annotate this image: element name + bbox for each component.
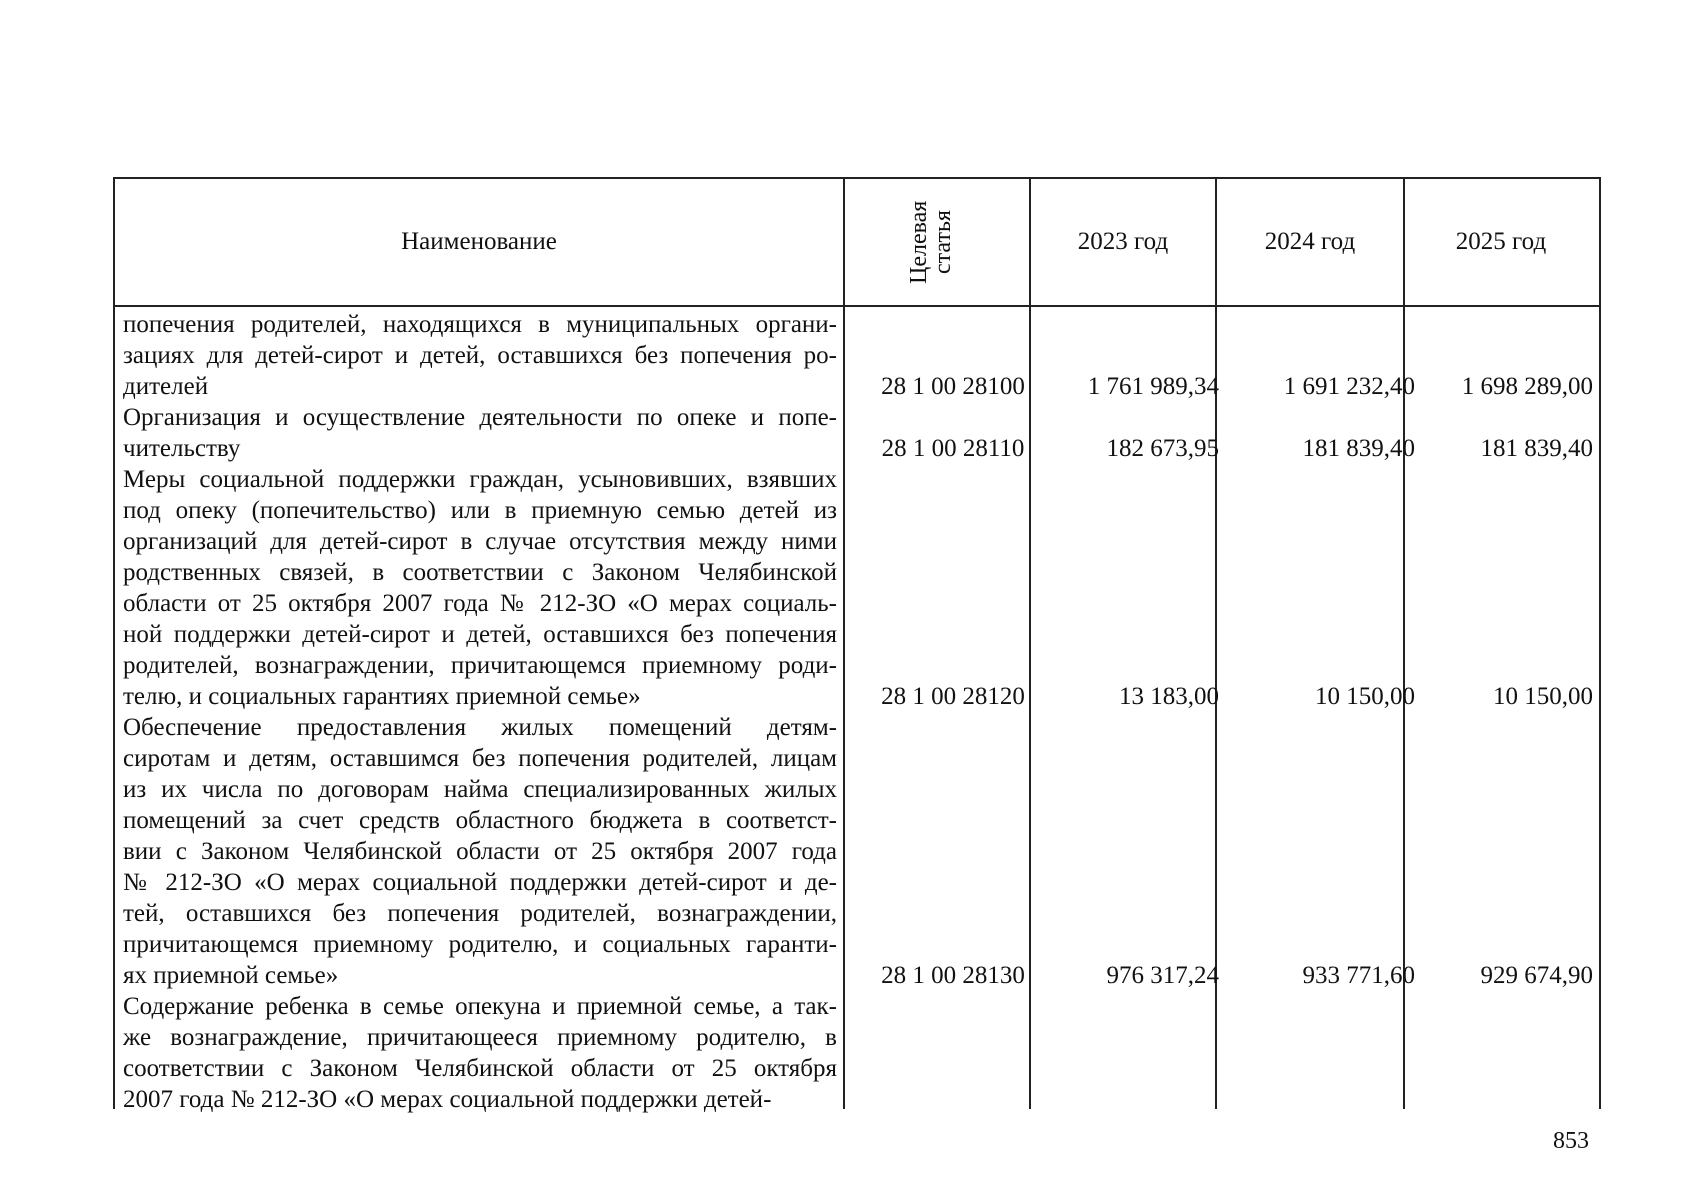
row-name-line: 2007 года № 212-ЗО «О мерах социальной поддержки детей-	[123, 1086, 772, 1113]
row-name-line: тей, оставшихся без попечения родителей, вознаграждении,	[123, 900, 837, 927]
row-value-2025: 10 150,00	[1493, 683, 1593, 710]
row-code: 28 1 00 28120	[881, 683, 1025, 710]
table-row	[115, 309, 1599, 402]
table-row	[115, 712, 1599, 991]
row-value-2024: 1 691 232,40	[1283, 373, 1415, 400]
row-name-line: под опеку (попечительство) или в приемную семью детей из	[123, 497, 837, 524]
row-value-2025: 929 674,90	[1480, 962, 1593, 989]
row-name-line: ях приемной семье»	[123, 962, 339, 989]
header-2025: 2025 год	[1455, 228, 1547, 255]
row-value-2025: 1 698 289,00	[1461, 373, 1593, 400]
row-code: 28 1 00 28100	[881, 373, 1025, 400]
row-value-2024: 10 150,00	[1315, 683, 1415, 710]
row-name-line: Содержание ребенка в семье опекуна и приемной семье, а так-	[123, 993, 837, 1020]
row-name-line: № 212-ЗО «О мерах социальной поддержки детей-сирот и де-	[123, 869, 837, 896]
row-name-line: помещений за счет средств областного бюджета в соответст-	[123, 807, 837, 834]
row-name-line: попечения родителей, находящихся в муниципальных органи-	[123, 311, 837, 338]
row-name-line: Меры социальной поддержки граждан, усыновивших, взявших	[123, 466, 837, 493]
row-name-line: родителей, вознаграждении, причитающемся приемному роди-	[123, 652, 837, 679]
row-name	[123, 464, 837, 712]
row-name-line: организаций для детей-сирот в случае отсутствия между ними	[123, 528, 837, 555]
row-name-line: из их числа по договорам найма специализированных жилых	[123, 776, 837, 803]
table-row	[115, 464, 1599, 712]
row-name-line: чительству	[123, 435, 241, 462]
row-value-2024: 933 771,60	[1302, 962, 1415, 989]
row-name-line: зациях для детей-сирот и детей, оставшихся без попечения ро-	[123, 342, 837, 369]
row-name-line: вии с Законом Челябинской области от 25 октября 2007 года	[123, 838, 837, 865]
row-code: 28 1 00 28110	[881, 435, 1025, 462]
row-name	[123, 309, 837, 402]
budget-table	[113, 177, 1601, 1113]
table-header	[115, 179, 1599, 307]
row-value-2023: 1 761 989,34	[1087, 373, 1219, 400]
row-value-2024: 181 839,40	[1302, 435, 1415, 462]
table-row	[115, 991, 1599, 1115]
row-value-2023: 13 183,00	[1119, 683, 1219, 710]
table-row	[115, 402, 1599, 464]
row-name-line: области от 25 октября 2007 года № 212-ЗО «О мерах социаль-	[123, 590, 837, 617]
header-2024: 2024 год	[1264, 228, 1356, 255]
row-name-line: ной поддержки детей-сирот и детей, оставшихся без попечения	[123, 621, 837, 648]
row-name-line: телю, и социальных гарантиях приемной семье»	[123, 683, 641, 710]
row-value-2023: 182 673,95	[1106, 435, 1219, 462]
row-name	[123, 402, 837, 464]
row-name	[123, 991, 837, 1115]
page-number: 853	[1553, 1128, 1589, 1154]
row-name-line: родственных связей, в соответствии с Законом Челябинской	[123, 559, 837, 586]
row-name-line: дителей	[123, 373, 209, 400]
row-name-line: соответствии с Законом Челябинской области от 25 октября	[123, 1055, 837, 1082]
row-code: 28 1 00 28130	[881, 962, 1025, 989]
row-name-line: же вознаграждение, причитающееся приемному родителю, в	[123, 1024, 837, 1051]
row-name	[123, 712, 837, 991]
row-name-line: причитающемся приемному родителю, и социальных гаранти-	[123, 931, 837, 958]
row-value-2025: 181 839,40	[1480, 435, 1593, 462]
row-name-line: сиротам и детям, оставшимся без попечения родителей, лицам	[123, 745, 837, 772]
header-name: Наименование	[401, 228, 557, 255]
row-name-line: Обеспечение предоставления жилых помещений детям-	[123, 714, 837, 741]
row-name-line: Организация и осуществление деятельности по опеке и попе-	[123, 404, 837, 431]
row-value-2023: 976 317,24	[1106, 962, 1219, 989]
header-2023: 2023 год	[1077, 228, 1169, 255]
header-code-label: Целевая статья	[906, 200, 956, 284]
header-code	[845, 179, 1029, 305]
